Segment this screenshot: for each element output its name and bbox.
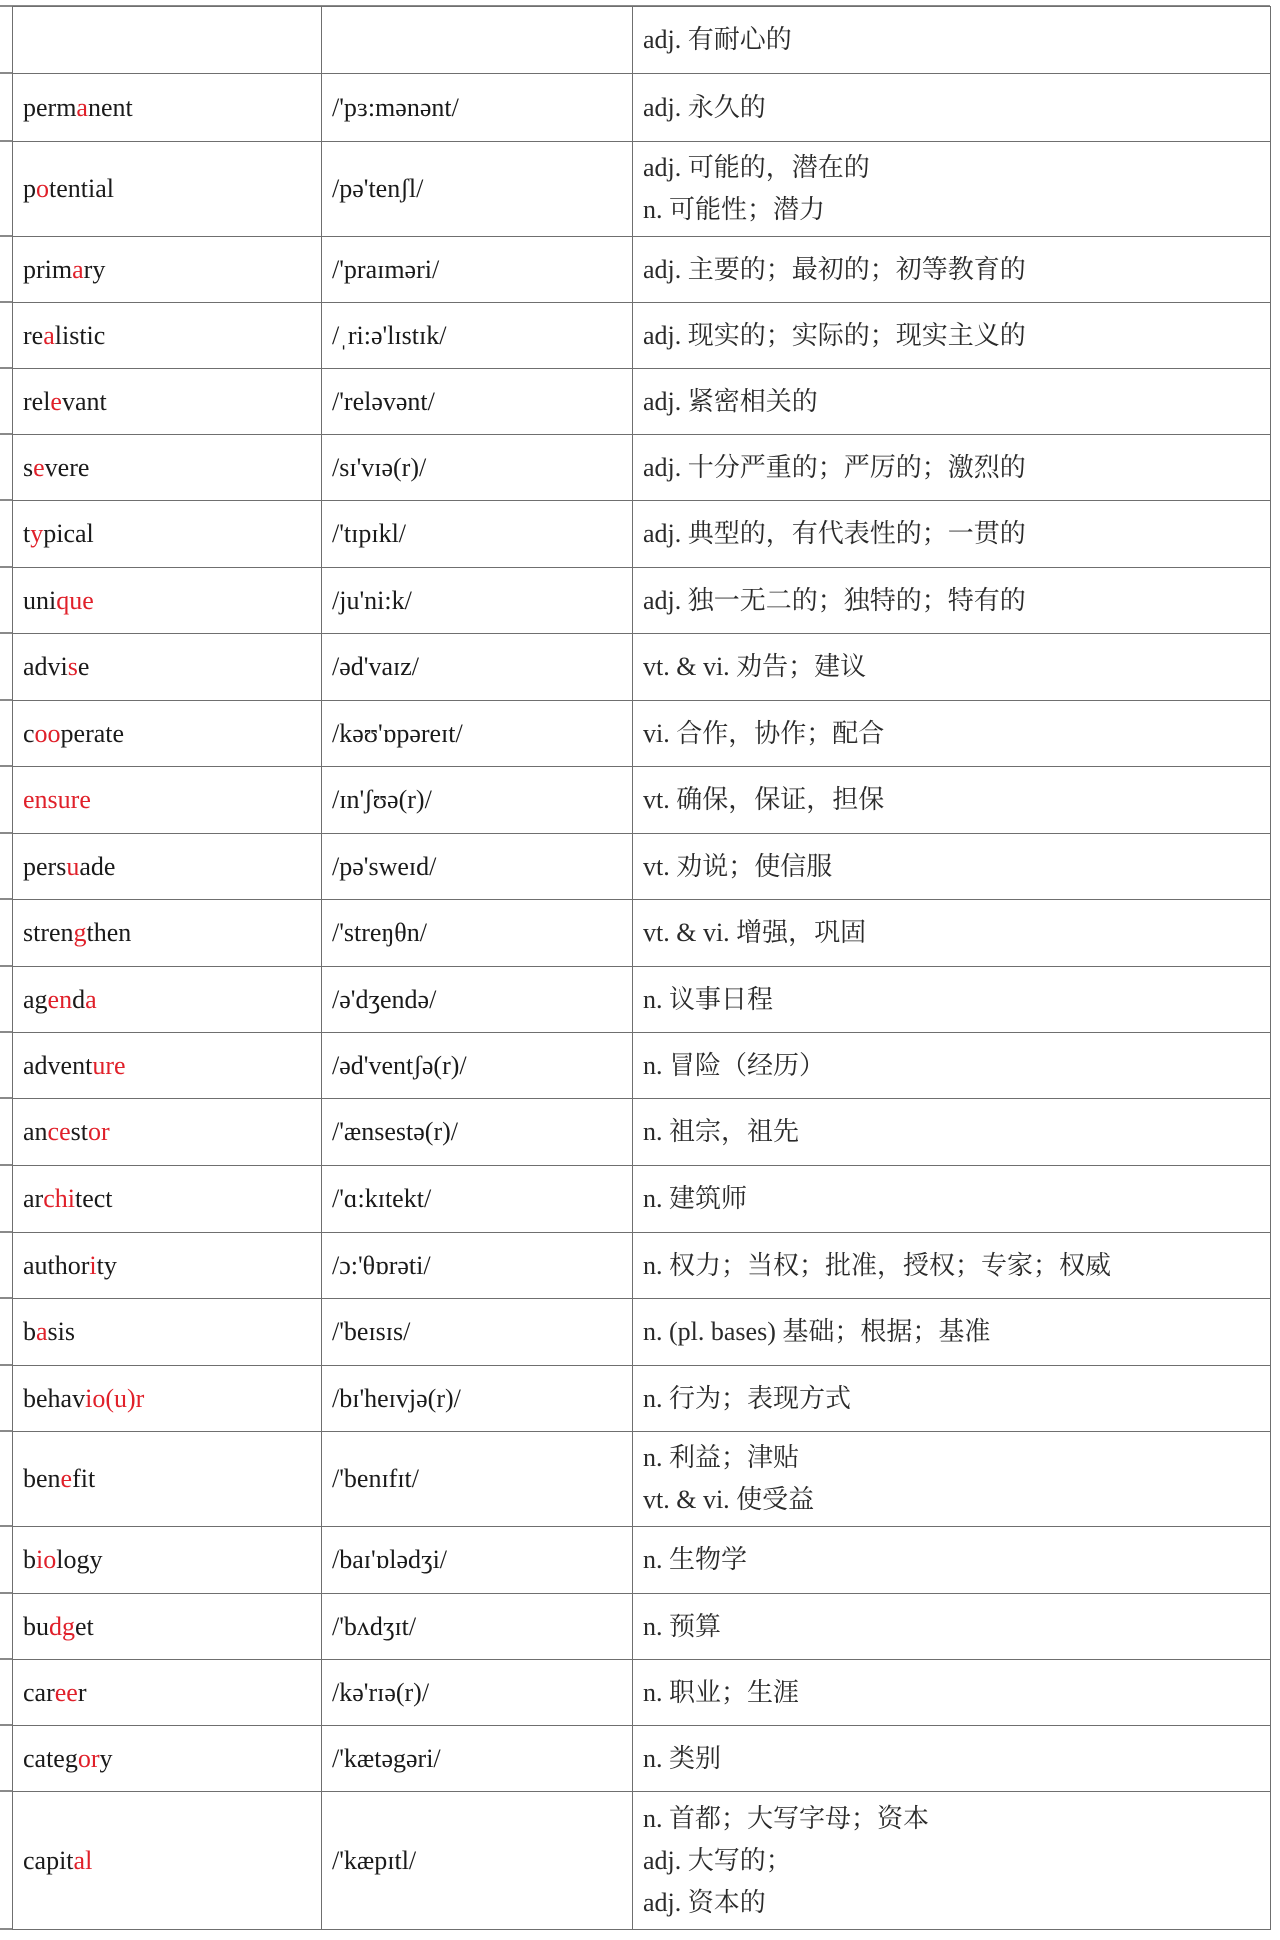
definition-cell	[633, 142, 1271, 237]
word-highlight: i	[89, 1250, 97, 1280]
left-column-edge-line	[0, 433, 12, 435]
table-row	[13, 767, 1271, 834]
word-highlight: e	[50, 386, 62, 416]
definition-cell	[633, 1527, 1271, 1594]
table-row	[13, 142, 1271, 237]
phonetic-cell: /baɪ'ɒlədʒi/	[322, 1527, 633, 1594]
phonetic-cell: /'bʌdʒɪt/	[322, 1594, 633, 1660]
definition-line: adj. 大写的；	[643, 1845, 792, 1875]
word-text: capit	[23, 1845, 74, 1875]
definition-line: vt. & vi. 劝告；建议	[643, 652, 867, 681]
left-column-edge-line	[0, 301, 12, 303]
word-text: an	[23, 1117, 48, 1146]
phonetic-cell: /sɪ'vɪə(r)/	[322, 435, 633, 501]
word-highlight: oo	[34, 718, 61, 748]
word-cell	[13, 1594, 322, 1660]
definition-line: n. 利益；津贴	[643, 1443, 800, 1472]
word-cell	[13, 7, 322, 74]
word-text: then	[86, 918, 132, 947]
word-text: c	[23, 718, 35, 748]
definition-line: vi. 合作，协作；配合	[643, 718, 885, 748]
word-text: ry	[83, 254, 106, 284]
phonetic-cell: /'beɪsɪs/	[322, 1299, 633, 1366]
phonetic-cell: /'praɪməri/	[322, 237, 633, 303]
word-cell	[13, 634, 322, 701]
definition-line: n. (pl. bases) 基础；根据；基准	[643, 1317, 991, 1346]
word-cell	[13, 435, 322, 501]
phonetic-cell: /kə'rɪə(r)/	[322, 1660, 633, 1726]
word-cell	[13, 1527, 322, 1594]
vocabulary-table	[12, 6, 1271, 1930]
definition-line: vt. & vi. 增强，巩固	[643, 918, 867, 947]
table-row	[13, 1726, 1271, 1792]
table-row	[13, 1099, 1271, 1166]
definition-line: vt. 劝说；使信服	[643, 851, 833, 881]
definition-line: n. 预算	[643, 1611, 722, 1641]
word-text: ar	[23, 1184, 44, 1213]
left-column-edge-line	[0, 765, 12, 767]
definition-line: n. 职业；生涯	[643, 1677, 800, 1707]
table-row	[13, 1166, 1271, 1233]
word-cell	[13, 501, 322, 568]
word-cell	[13, 1233, 322, 1299]
left-column-edge-line	[0, 1231, 12, 1233]
definition-cell	[633, 1233, 1271, 1299]
phonetic-cell: /ɔ:'θɒrəti/	[322, 1233, 633, 1299]
word-text: d	[72, 984, 86, 1014]
word-highlight: s	[67, 652, 78, 681]
word-cell	[13, 834, 322, 900]
table-row	[13, 1233, 1271, 1299]
word-cell	[13, 1366, 322, 1432]
definition-cell	[633, 435, 1271, 501]
word-text: advent	[23, 1050, 93, 1080]
table-row	[13, 1660, 1271, 1726]
definition-cell	[633, 967, 1271, 1033]
definition-line: adj. 紧密相关的	[643, 386, 818, 416]
word-cell	[13, 967, 322, 1033]
left-column-edge-line	[0, 235, 12, 237]
word-cell	[13, 1166, 322, 1233]
table-row	[13, 74, 1271, 142]
definition-cell	[633, 501, 1271, 568]
word-cell	[13, 1432, 322, 1527]
word-text: s	[23, 452, 34, 482]
left-column-edge-line	[0, 1928, 12, 1930]
phonetic-cell: /əd'vaɪz/	[322, 634, 633, 701]
table-row	[13, 7, 1271, 74]
table-row	[13, 501, 1271, 568]
word-text: perate	[60, 718, 125, 748]
word-highlight: u	[66, 851, 80, 881]
word-text: p	[23, 174, 36, 203]
definition-cell	[633, 1299, 1271, 1366]
word-cell	[13, 1726, 322, 1792]
left-column-edge-line	[0, 1592, 12, 1594]
definition-line: adj. 有耐心的	[643, 25, 792, 54]
word-highlight: al	[73, 1845, 93, 1875]
left-column-edge-line	[0, 1031, 12, 1033]
word-highlight: y	[30, 519, 44, 548]
definition-line: n. 权力；当权；批准，授权；专家；权威	[643, 1250, 1112, 1280]
word-highlight: or	[77, 1743, 100, 1773]
table-row	[13, 1366, 1271, 1432]
word-highlight: a	[72, 254, 84, 284]
word-text: vant	[61, 386, 107, 416]
definition-line: vt. & vi. 使受益	[643, 1485, 815, 1514]
left-column-edge-line	[0, 72, 12, 74]
word-text: car	[23, 1677, 55, 1707]
word-text: nent	[87, 92, 133, 122]
word-text: advi	[23, 652, 68, 681]
word-highlight: e	[33, 452, 45, 482]
left-column-edge-line	[0, 965, 12, 967]
vocabulary-table-body	[13, 7, 1271, 1930]
word-text: ade	[79, 851, 116, 881]
definition-cell	[633, 303, 1271, 369]
word-text: b	[23, 1317, 36, 1346]
word-cell	[13, 1033, 322, 1099]
phonetic-cell: /'benɪfɪt/	[322, 1432, 633, 1527]
phonetic-cell: /'tɪpɪkl/	[322, 501, 633, 568]
word-highlight: dg	[49, 1611, 75, 1641]
definition-cell	[633, 1099, 1271, 1166]
definition-cell	[633, 1033, 1271, 1099]
phonetic-cell: /əd'ventʃə(r)/	[322, 1033, 633, 1099]
table-row	[13, 1299, 1271, 1366]
definition-cell	[633, 237, 1271, 303]
word-highlight: que	[56, 585, 94, 615]
word-text: fit	[72, 1464, 96, 1493]
word-cell	[13, 900, 322, 967]
definition-cell	[633, 1660, 1271, 1726]
left-column-edge-line	[0, 1724, 12, 1726]
left-column-edge-line	[0, 140, 12, 142]
left-column-edge-line	[0, 898, 12, 900]
phonetic-cell: /bɪ'heɪvjə(r)/	[322, 1366, 633, 1432]
word-text: behav	[23, 1383, 86, 1413]
table-row	[13, 369, 1271, 435]
word-highlight: ensure	[23, 785, 91, 814]
word-cell	[13, 237, 322, 303]
left-column-edge-line	[0, 1525, 12, 1527]
table-row	[13, 701, 1271, 767]
definition-cell	[633, 74, 1271, 142]
word-highlight: io	[36, 1545, 57, 1574]
phonetic-cell: /'ɑ:kɪtekt/	[322, 1166, 633, 1233]
definition-line: adj. 独一无二的；独特的；特有的	[643, 585, 1026, 615]
word-text: et	[75, 1611, 94, 1641]
word-text: pical	[43, 519, 94, 548]
table-row	[13, 834, 1271, 900]
definition-cell	[633, 834, 1271, 900]
word-text: ben	[23, 1464, 61, 1493]
word-text: stren	[23, 918, 74, 947]
definition-cell	[633, 1166, 1271, 1233]
table-row	[13, 1432, 1271, 1527]
phonetic-cell: /kəʊ'ɒpəreɪt/	[322, 701, 633, 767]
definition-cell	[633, 1792, 1271, 1930]
word-cell	[13, 701, 322, 767]
phonetic-cell: /ju'ni:k/	[322, 568, 633, 634]
definition-cell	[633, 1726, 1271, 1792]
table-row	[13, 900, 1271, 967]
word-text: listic	[54, 320, 106, 350]
phonetic-cell: /ɪn'ʃʊə(r)/	[322, 767, 633, 834]
left-column-edge-line	[0, 1658, 12, 1660]
word-cell	[13, 767, 322, 834]
word-highlight: ce	[47, 1117, 71, 1146]
word-highlight: or	[87, 1117, 110, 1146]
word-cell	[13, 1792, 322, 1930]
word-text: ty	[96, 1250, 117, 1280]
word-text: sis	[47, 1317, 76, 1346]
phonetic-cell: /ə'dʒendə/	[322, 967, 633, 1033]
left-column-edge-line	[0, 632, 12, 634]
word-text: st	[70, 1117, 88, 1146]
phonetic-cell: /pə'sweɪd/	[322, 834, 633, 900]
left-column-edge-line	[0, 1790, 12, 1792]
table-row	[13, 1792, 1271, 1930]
word-highlight: ee	[54, 1677, 78, 1707]
definition-cell	[633, 900, 1271, 967]
phonetic-cell	[322, 7, 633, 74]
word-highlight: chi	[43, 1184, 75, 1213]
word-highlight: a	[85, 984, 97, 1014]
definition-line: n. 生物学	[643, 1545, 748, 1574]
word-cell	[13, 1660, 322, 1726]
phonetic-cell: /'kætəgəri/	[322, 1726, 633, 1792]
definition-line: adj. 十分严重的；严厉的；激烈的	[643, 452, 1026, 482]
left-column-edge-line	[0, 1164, 12, 1166]
definition-cell	[633, 1366, 1271, 1432]
left-column-edge-line	[0, 832, 12, 834]
left-column-edge-line	[0, 1297, 12, 1299]
word-text: prim	[23, 254, 73, 284]
definition-line: n. 可能性；潜力	[643, 195, 826, 224]
word-text: logy	[56, 1545, 103, 1574]
word-cell	[13, 369, 322, 435]
word-highlight: ure	[92, 1050, 126, 1080]
word-text: b	[23, 1545, 36, 1574]
word-text: e	[77, 652, 90, 681]
definition-cell	[633, 634, 1271, 701]
word-highlight: a	[36, 1317, 48, 1346]
left-column-edge-line	[0, 1364, 12, 1366]
table-row	[13, 435, 1271, 501]
phonetic-cell: /ˌri:ə'lɪstɪk/	[322, 303, 633, 369]
word-cell	[13, 142, 322, 237]
definition-line: adj. 典型的，有代表性的；一贯的	[643, 519, 1026, 548]
word-cell	[13, 74, 322, 142]
definition-cell	[633, 701, 1271, 767]
definition-line: n. 行为；表现方式	[643, 1383, 852, 1413]
word-cell	[13, 1299, 322, 1366]
table-row	[13, 1527, 1271, 1594]
word-text: t	[23, 519, 31, 548]
word-text: tential	[49, 174, 114, 203]
word-text: perm	[23, 92, 77, 122]
definition-line: adj. 现实的；实际的；现实主义的	[643, 320, 1026, 350]
word-highlight: e	[60, 1464, 73, 1493]
word-highlight: g	[73, 918, 87, 947]
definition-line: adj. 永久的	[643, 92, 766, 122]
word-highlight: o	[36, 174, 49, 203]
phonetic-cell: /'kæpɪtl/	[322, 1792, 633, 1930]
table-row	[13, 1594, 1271, 1660]
word-text: ag	[23, 984, 48, 1014]
table-row	[13, 1033, 1271, 1099]
word-text: uni	[23, 585, 57, 615]
definition-cell	[633, 1594, 1271, 1660]
word-cell	[13, 303, 322, 369]
definition-line: adj. 可能的，潜在的	[643, 153, 870, 182]
phonetic-cell: /'pɜ:mənənt/	[322, 74, 633, 142]
definition-line: n. 冒险（经历）	[643, 1050, 826, 1080]
definition-cell	[633, 767, 1271, 834]
definition-line: n. 议事日程	[643, 984, 774, 1014]
table-row	[13, 303, 1271, 369]
word-cell	[13, 568, 322, 634]
definition-line: adj. 资本的	[643, 1887, 766, 1917]
left-column-edge-line	[0, 566, 12, 568]
word-text: categ	[23, 1743, 78, 1773]
left-column-edge-line	[0, 367, 12, 369]
phonetic-cell: /pə'tenʃl/	[322, 142, 633, 237]
word-cell	[13, 1099, 322, 1166]
definition-line: n. 类别	[643, 1743, 722, 1773]
word-text: author	[23, 1250, 90, 1280]
word-text: y	[99, 1743, 113, 1773]
table-row	[13, 634, 1271, 701]
word-text: vere	[44, 452, 90, 482]
definition-line: n. 祖宗，祖先	[643, 1117, 800, 1146]
word-highlight: a	[43, 320, 55, 350]
phonetic-cell: /'reləvənt/	[322, 369, 633, 435]
word-highlight: en	[47, 984, 73, 1014]
word-text: tect	[74, 1184, 113, 1213]
word-text: rel	[23, 386, 51, 416]
definition-cell	[633, 7, 1271, 74]
definition-cell	[633, 1432, 1271, 1527]
word-highlight: io(u)r	[85, 1383, 145, 1413]
left-column-edge-line	[0, 1430, 12, 1432]
phonetic-cell: /'ænsestə(r)/	[322, 1099, 633, 1166]
definition-line: n. 首都；大写字母；资本	[643, 1803, 930, 1833]
word-text: bu	[23, 1611, 49, 1641]
left-column-edge-line	[0, 699, 12, 701]
definition-line: vt. 确保，保证，担保	[643, 785, 885, 814]
phonetic-cell: /'streŋθn/	[322, 900, 633, 967]
definition-cell	[633, 369, 1271, 435]
word-text: r	[77, 1677, 87, 1707]
definition-line: adj. 主要的；最初的；初等教育的	[643, 254, 1026, 284]
definition-cell	[633, 568, 1271, 634]
word-text: re	[23, 320, 44, 350]
table-row	[13, 967, 1271, 1033]
definition-line: n. 建筑师	[643, 1184, 748, 1213]
left-column-edge-line	[0, 499, 12, 501]
word-highlight: a	[76, 92, 88, 122]
table-row	[13, 237, 1271, 303]
left-column-edge-line	[0, 1097, 12, 1099]
table-row	[13, 568, 1271, 634]
word-text: pers	[23, 851, 67, 881]
